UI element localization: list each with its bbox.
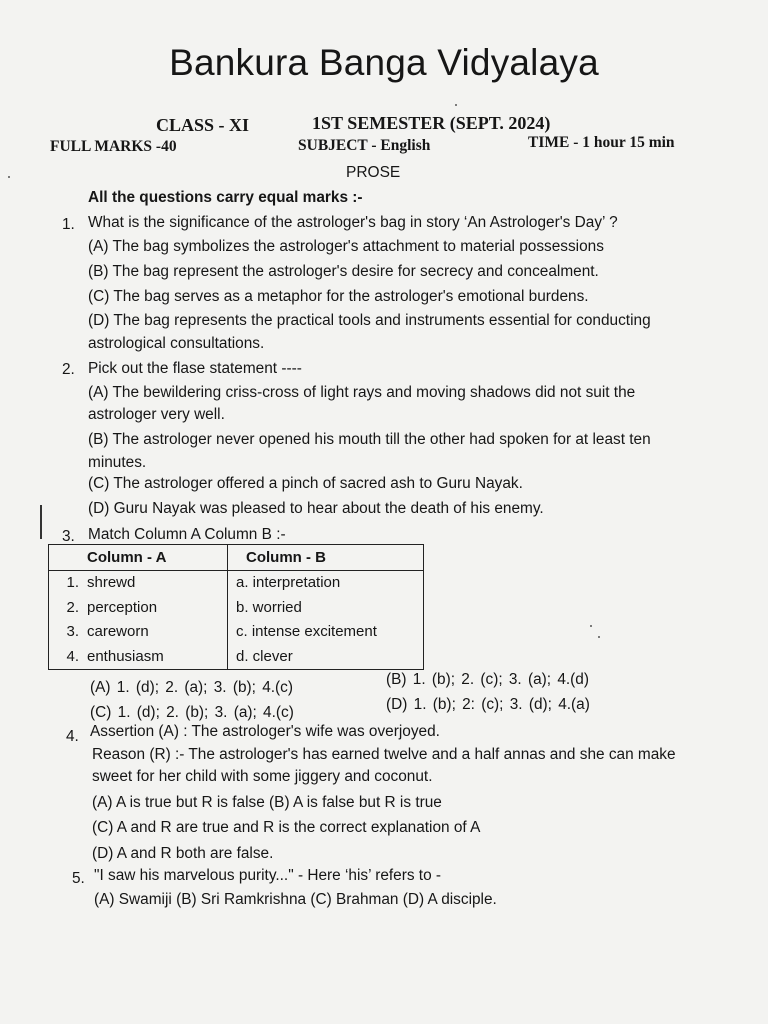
q4-reason-cont: sweet for her child with some jiggery and coconut.: [92, 768, 433, 785]
q1-option-a: (A) The bag symbolizes the astrologer's attachment to material possessions: [88, 238, 604, 255]
q4-number: 4.: [66, 728, 79, 745]
column-a-cell: shrewd: [87, 574, 136, 592]
column-b-cell: d. clever: [236, 647, 293, 665]
q2-number: 2.: [62, 361, 75, 378]
column-b-cell: a. interpretation: [236, 574, 341, 592]
q3-option-b: (B) 1. (b); 2. (c); 3. (a); 4.(d): [386, 671, 589, 688]
q2-option-c: (C) The astrologer offered a pinch of sacred ash to Guru Nayak.: [88, 475, 523, 492]
column-a-cell: careworn: [87, 623, 149, 641]
column-a-cell: perception: [87, 598, 158, 616]
q3-option-d: (D) 1. (b); 2: (c); 3. (d); 4.(a): [386, 696, 590, 713]
row-number: 4.: [66, 647, 79, 665]
q2-option-d: (D) Guru Nayak was pleased to hear about the death of his enemy.: [88, 500, 544, 517]
time-label: TIME - 1 hour 15 min: [528, 134, 675, 151]
row-number: 3.: [66, 623, 79, 641]
subject-label: SUBJECT - English: [298, 137, 431, 154]
column-b-cell: b. worried: [236, 598, 302, 616]
full-marks-label: FULL MARKS -40: [50, 138, 177, 155]
q5-number: 5.: [72, 870, 85, 887]
match-table-header: [49, 545, 424, 571]
column-a-cell: enthusiasm: [87, 647, 164, 665]
q2-option-b-cont: minutes.: [88, 454, 147, 471]
q1-option-d-cont: astrological consultations.: [88, 335, 265, 352]
semester-label: 1ST SEMESTER (SEPT. 2024): [312, 113, 551, 133]
row-number: 2.: [66, 598, 79, 616]
scan-mark: [40, 505, 42, 539]
q1-number: 1.: [62, 216, 75, 233]
q5-options: (A) Swamiji (B) Sri Ramkrishna (C) Brahman (D) A disciple.: [94, 891, 497, 908]
class-label: CLASS - XI: [156, 115, 250, 135]
q2-option-a-cont: astrologer very well.: [88, 406, 225, 423]
column-b-header: Column - B: [228, 545, 424, 571]
q1-option-b: (B) The bag represent the astrologer's desire for secrecy and concealment.: [88, 263, 599, 280]
row-number: 1.: [66, 574, 79, 592]
q5-text: "I saw his marvelous purity..." - Here ‘his’ refers to -: [94, 867, 442, 884]
scan-speck: [455, 104, 457, 106]
q4-assertion: Assertion (A) : The astrologer's wife was overjoyed.: [90, 723, 440, 740]
q3-number: 3.: [62, 528, 75, 545]
column-a-header: Column - A: [49, 545, 228, 571]
scan-speck: [598, 636, 600, 638]
table-row: [49, 620, 424, 645]
table-row: [49, 595, 424, 620]
table-row: [49, 570, 424, 595]
q4-option-d: (D) A and R both are false.: [92, 845, 274, 862]
column-b-cell: c. intense excitement: [236, 623, 377, 641]
q4-reason: Reason (R) :- The astrologer's has earned twelve and a half annas and she can make: [92, 746, 676, 763]
q1-option-c: (C) The bag serves as a metaphor for the astrologer's emotional burdens.: [88, 288, 589, 305]
q4-option-c: (C) A and R are true and R is the correct explanation of A: [92, 819, 481, 836]
q2-option-a: (A) The bewildering criss-cross of light rays and moving shadows did not suit the: [88, 384, 636, 401]
q1-option-d: (D) The bag represents the practical tools and instruments essential for conducting: [88, 312, 651, 329]
instruction: All the questions carry equal marks :-: [88, 189, 363, 206]
table-row: [49, 644, 424, 669]
q2-text: Pick out the flase statement ----: [88, 360, 302, 377]
q1-text: What is the significance of the astrologer's bag in story ‘An Astrologer's Day’ ?: [88, 214, 618, 231]
school-name: Bankura Banga Vidyalaya: [169, 42, 599, 83]
scan-speck: [8, 176, 10, 178]
q3-text: Match Column A Column B :-: [88, 526, 286, 543]
q2-option-b: (B) The astrologer never opened his mouth till the other had spoken for at least ten: [88, 431, 651, 448]
q3-option-a: (A) 1. (d); 2. (a); 3. (b); 4.(c): [90, 679, 293, 696]
q4-options-ab: (A) A is true but R is false (B) A is false but R is true: [92, 794, 442, 811]
q3-option-c: (C) 1. (d); 2. (b); 3. (a); 4.(c): [90, 704, 294, 721]
section-title: PROSE: [346, 164, 401, 181]
match-table: [48, 544, 424, 670]
scan-speck: [590, 625, 592, 627]
